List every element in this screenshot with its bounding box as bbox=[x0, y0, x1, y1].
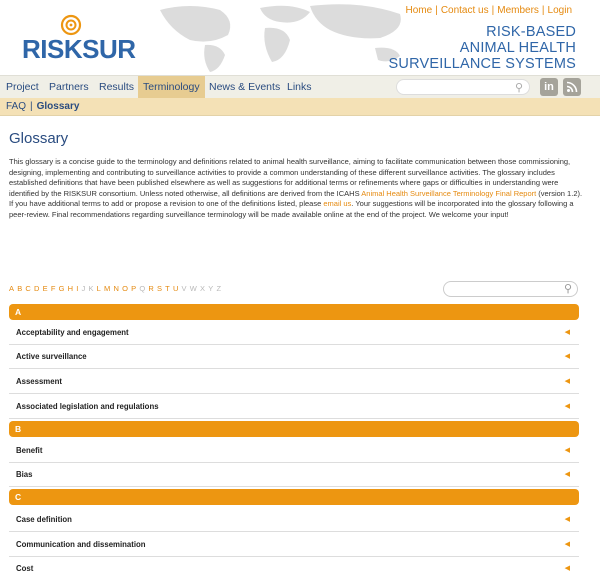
subnav-item-glossary[interactable]: Glossary bbox=[36, 101, 80, 112]
members-link[interactable]: Members bbox=[497, 5, 539, 16]
sub-nav: FAQ | Glossary bbox=[0, 98, 600, 116]
alphabet-letter-l[interactable]: L bbox=[96, 284, 101, 293]
term-row[interactable] bbox=[9, 321, 579, 345]
logo-mark-icon bbox=[60, 14, 82, 36]
arrow-left-icon[interactable]: ◀ bbox=[564, 541, 570, 548]
alphabet-letter-u[interactable]: U bbox=[172, 284, 179, 293]
nav-item-links[interactable]: Links bbox=[287, 81, 312, 93]
rss-icon[interactable] bbox=[563, 78, 581, 96]
term-row[interactable] bbox=[9, 395, 579, 419]
top-links: Home | Contact us | Members | Login bbox=[405, 5, 572, 16]
search-icon[interactable]: ⚲ bbox=[563, 283, 572, 295]
contact-link[interactable]: Contact us bbox=[440, 5, 489, 16]
term-label: Communication and dissemination bbox=[16, 540, 146, 549]
alphabet-letter-d[interactable]: D bbox=[34, 284, 40, 293]
glossary-search-input[interactable] bbox=[443, 281, 578, 297]
alphabet-letter-t[interactable]: T bbox=[165, 284, 170, 293]
page-title: Glossary bbox=[9, 130, 69, 147]
alphabet-letter-a[interactable]: A bbox=[9, 284, 15, 293]
main-nav bbox=[0, 75, 600, 98]
alphabet-letter-k: K bbox=[88, 284, 94, 293]
alphabet-letter-z: Z bbox=[216, 284, 222, 293]
alphabet-letter-i[interactable]: I bbox=[76, 284, 79, 293]
alphabet-letter-j: J bbox=[81, 284, 86, 293]
term-row[interactable] bbox=[9, 508, 579, 532]
search-icon[interactable]: ⚲ bbox=[514, 82, 523, 94]
arrow-left-icon[interactable]: ◀ bbox=[564, 516, 570, 523]
term-label: Cost bbox=[16, 564, 34, 573]
term-label: Benefit bbox=[16, 446, 43, 455]
alphabet-letter-s[interactable]: S bbox=[156, 284, 162, 293]
alphabet-letter-p[interactable]: P bbox=[131, 284, 137, 293]
logo-text: RISKSUR bbox=[22, 34, 136, 64]
alphabet-letter-b[interactable]: B bbox=[17, 284, 23, 293]
term-label: Case definition bbox=[16, 515, 72, 524]
term-row[interactable] bbox=[9, 463, 579, 487]
arrow-left-icon[interactable]: ◀ bbox=[564, 378, 570, 385]
alphabet-letter-x: X bbox=[200, 284, 206, 293]
nav-item-project[interactable]: Project bbox=[6, 81, 39, 93]
alphabet-letter-r[interactable]: R bbox=[148, 284, 154, 293]
nav-item-terminology[interactable]: Terminology bbox=[138, 76, 205, 99]
arrow-left-icon[interactable]: ◀ bbox=[564, 471, 570, 478]
nav-item-news-events[interactable]: News & Events bbox=[209, 81, 281, 93]
term-label: Associated legislation and regulations bbox=[16, 402, 159, 411]
term-row[interactable] bbox=[9, 557, 579, 580]
section-header-a[interactable]: A bbox=[9, 304, 579, 320]
term-label: Acceptability and engagement bbox=[16, 328, 129, 337]
alphabet-letter-f[interactable]: F bbox=[50, 284, 56, 293]
alphabet-letter-n[interactable]: N bbox=[113, 284, 119, 293]
email-us-link[interactable]: email us bbox=[323, 199, 352, 209]
term-row[interactable] bbox=[9, 370, 579, 394]
nav-item-results[interactable]: Results bbox=[99, 81, 135, 93]
term-row[interactable] bbox=[9, 439, 579, 463]
terminology-report-link[interactable]: Animal Health Surveillance Terminology Final Report bbox=[361, 188, 537, 198]
linkedin-icon[interactable]: in bbox=[540, 78, 558, 96]
term-label: Assessment bbox=[16, 377, 62, 386]
site-search-input[interactable] bbox=[396, 79, 530, 95]
alphabet-letter-q: Q bbox=[139, 284, 146, 293]
arrow-left-icon[interactable]: ◀ bbox=[564, 403, 570, 410]
arrow-left-icon[interactable]: ◀ bbox=[564, 353, 570, 360]
alphabet-letter-h[interactable]: H bbox=[67, 284, 74, 293]
term-label: Bias bbox=[16, 470, 33, 479]
site-header bbox=[0, 0, 600, 75]
login-link[interactable]: Login bbox=[547, 5, 572, 16]
home-link[interactable]: Home bbox=[405, 5, 433, 16]
section-header-b[interactable]: B bbox=[9, 421, 579, 437]
nav-item-partners[interactable]: Partners bbox=[49, 81, 89, 93]
term-row[interactable] bbox=[9, 533, 579, 557]
world-map-graphic bbox=[150, 0, 420, 72]
alphabet-letter-y: Y bbox=[208, 284, 214, 293]
risksur-logo[interactable] bbox=[22, 14, 142, 64]
arrow-left-icon[interactable]: ◀ bbox=[564, 329, 570, 336]
subnav-item-faq[interactable]: FAQ bbox=[6, 101, 27, 112]
alphabet-letter-e[interactable]: E bbox=[42, 284, 48, 293]
term-row[interactable] bbox=[9, 345, 579, 369]
arrow-left-icon[interactable]: ◀ bbox=[564, 447, 570, 454]
arrow-left-icon[interactable]: ◀ bbox=[564, 565, 570, 572]
alphabet-letter-c[interactable]: C bbox=[25, 284, 31, 293]
alphabet-index bbox=[9, 284, 224, 293]
alphabet-letter-m[interactable]: M bbox=[104, 284, 111, 293]
alphabet-letter-o[interactable]: O bbox=[122, 284, 128, 293]
alphabet-letter-w: W bbox=[189, 284, 197, 293]
alphabet-letter-g[interactable]: G bbox=[58, 284, 65, 293]
section-header-c[interactable]: C bbox=[9, 489, 579, 505]
site-tagline: RISK-BASED ANIMAL HEALTH SURVEILLANCE SYSTEMS bbox=[388, 24, 576, 72]
alphabet-letter-v: V bbox=[181, 284, 187, 293]
intro-text: This glossary is a concise guide to the terminology and definitions related to animal health surveillance, aiming to facilitate communication between those commissioning, designing, implementing and contributing to surveillance activities to provide a common understanding of these different surveillance activities. The glossary includes established definitions that have been published elsewhere as well as suggestions for additional terms or refinements where gaps or difficulties in understanding were identified by the RISKSUR consortium. Unless noted otherwise, all definitions are derived from the ICAHS Animal Health Surveillance Terminology Final Report (version 1.2). If you have additional terms to add or propose a revision to one of the definitions listed, please email us. Your suggestions will be incorporated into the glossary following a peer-review. Final recommendations regarding surveillance terminology will be made available online at the end of the project. We welcome your input! bbox=[9, 157, 583, 219]
term-label: Active surveillance bbox=[16, 352, 87, 361]
